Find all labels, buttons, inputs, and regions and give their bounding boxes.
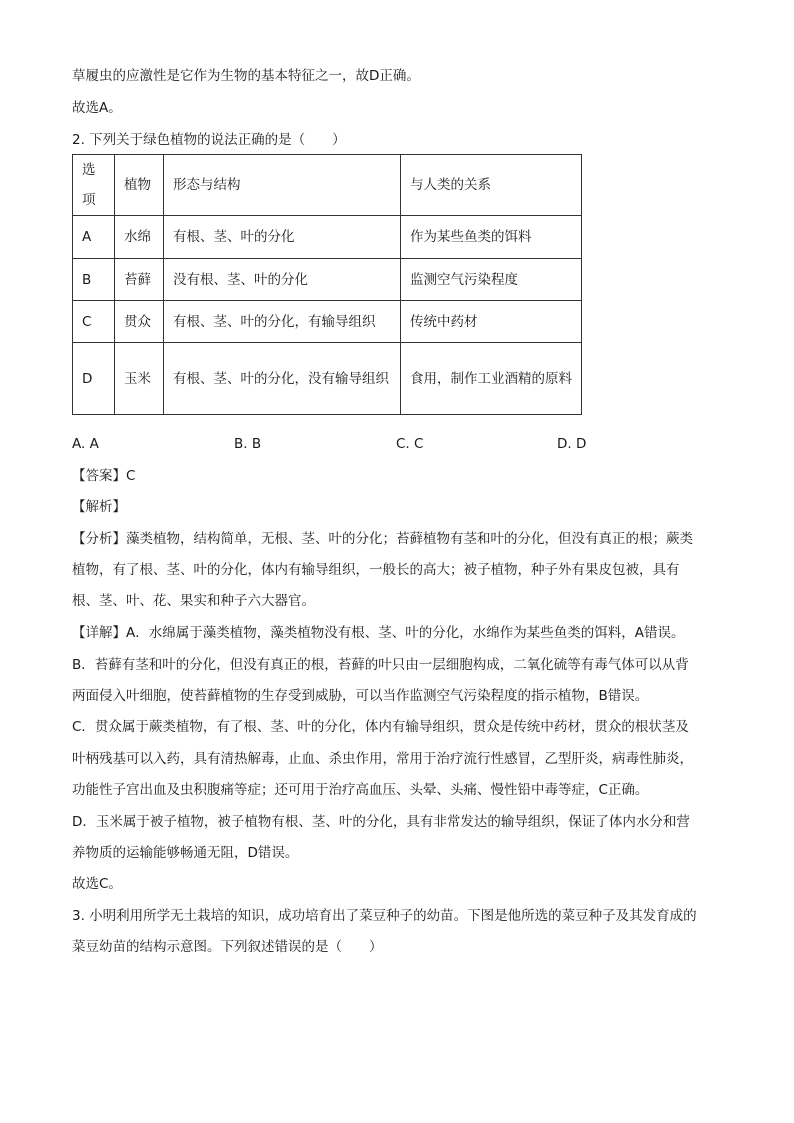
prev-conclusion: 故选A。 bbox=[72, 100, 122, 116]
table-row bbox=[73, 343, 582, 415]
answer-line bbox=[72, 466, 135, 486]
table-header-row bbox=[73, 155, 582, 216]
table-cell: 有根、茎、叶的分化，没有输导组织 bbox=[164, 343, 401, 415]
question-3-stem-line: 3. 小明利用所学无土栽培的知识，成功培育出了菜豆种子的幼苗。下图是他所选的菜豆种子及其发育成的 bbox=[72, 908, 697, 924]
fenxi-line: 植物，有了根、茎、叶的分化，体内有输导组织，一般长的高大；被子植物，种子外有果皮包被，具有 bbox=[72, 562, 680, 578]
table-cell: 监测空气污染程度 bbox=[401, 259, 582, 301]
question-2-conclusion: 故选C。 bbox=[72, 876, 122, 892]
fenxi-line bbox=[72, 529, 693, 549]
table-cell: 水绵 bbox=[115, 216, 164, 259]
table-row bbox=[73, 259, 582, 301]
table-cell: 有根、茎、叶的分化，有输导组织 bbox=[164, 301, 401, 343]
table-cell: 有根、茎、叶的分化 bbox=[164, 216, 401, 259]
table-header-cell: 选项 bbox=[73, 155, 115, 216]
fenxi-line: 根、茎、叶、花、果实和种子六大器官。 bbox=[72, 593, 315, 609]
table-cell: 传统中药材 bbox=[401, 301, 582, 343]
fenxi-tag: 【分析】 bbox=[72, 531, 126, 547]
question-2-stem: 2. 下列关于绿色植物的说法正确的是（ ） bbox=[72, 132, 346, 148]
xiangjie-line: B．苔藓有茎和叶的分化，但没有真正的根，苔藓的叶只由一层细胞构成，二氧化硫等有毒气体可以从背 bbox=[72, 657, 689, 673]
xiangjie-line: 功能性子宫出血及虫积腹痛等症；还可用于治疗高血压、头晕、头痛、慢性铅中毒等症，C正确。 bbox=[72, 782, 649, 798]
xiangjie-line: C．贯众属于蕨类植物，有了根、茎、叶的分化，体内有输导组织，贯众是传统中药材，贯众的根状茎及 bbox=[72, 719, 689, 735]
table-cell: 食用，制作工业酒精的原料 bbox=[401, 343, 582, 415]
analysis-tag: 【解析】 bbox=[72, 499, 126, 515]
xiangjie-line: 叶柄残基可以入药，具有清热解毒，止血、杀虫作用，常用于治疗流行性感冒，乙型肝炎，病毒性肺炎， bbox=[72, 751, 693, 767]
xiangjie-line: 养物质的运输能够畅通无阻，D错误。 bbox=[72, 845, 299, 861]
option-c: C. C bbox=[396, 436, 424, 452]
table-cell: B bbox=[73, 259, 115, 301]
answer-tag: 【答案】 bbox=[72, 468, 126, 484]
table-cell: 作为某些鱼类的饵料 bbox=[401, 216, 582, 259]
xiangjie-tag: 【详解】 bbox=[72, 625, 126, 641]
table-header-cell: 形态与结构 bbox=[164, 155, 401, 216]
option-d: D. D bbox=[557, 436, 587, 452]
table-cell: A bbox=[73, 216, 115, 259]
table-row bbox=[73, 216, 582, 259]
question-2-table bbox=[72, 154, 582, 415]
table-cell: C bbox=[73, 301, 115, 343]
option-a: A. A bbox=[72, 436, 99, 452]
table-cell: 苔藓 bbox=[115, 259, 164, 301]
xiangjie-text: A．水绵属于藻类植物，藻类植物没有根、茎、叶的分化，水绵作为某些鱼类的饵料，A错误。 bbox=[126, 625, 685, 641]
table-row bbox=[73, 301, 582, 343]
xiangjie-line bbox=[72, 623, 684, 643]
table-cell: 没有根、茎、叶的分化 bbox=[164, 259, 401, 301]
option-b: B. B bbox=[234, 436, 262, 452]
prev-explanation-line: 草履虫的应激性是它作为生物的基本特征之一，故D正确。 bbox=[72, 68, 420, 84]
xiangjie-line: D．玉米属于被子植物，被子植物有根、茎、叶的分化，具有非常发达的输导组织，保证了体内水分和营 bbox=[72, 814, 690, 830]
table-cell: D bbox=[73, 343, 115, 415]
fenxi-text: 藻类植物，结构简单，无根、茎、叶的分化；苔藓植物有茎和叶的分化，但没有真正的根；蕨类 bbox=[126, 531, 693, 547]
table-cell: 玉米 bbox=[115, 343, 164, 415]
table-cell: 贯众 bbox=[115, 301, 164, 343]
table-header-cell: 植物 bbox=[115, 155, 164, 216]
table-header-cell: 与人类的关系 bbox=[401, 155, 582, 216]
question-3-stem-line: 菜豆幼苗的结构示意图。下列叙述错误的是（ ） bbox=[72, 939, 383, 955]
answer-value: C bbox=[126, 468, 136, 484]
xiangjie-line: 两面侵入叶细胞，使苔藓植物的生存受到威胁，可以当作监测空气污染程度的指示植物，B错误。 bbox=[72, 688, 649, 704]
